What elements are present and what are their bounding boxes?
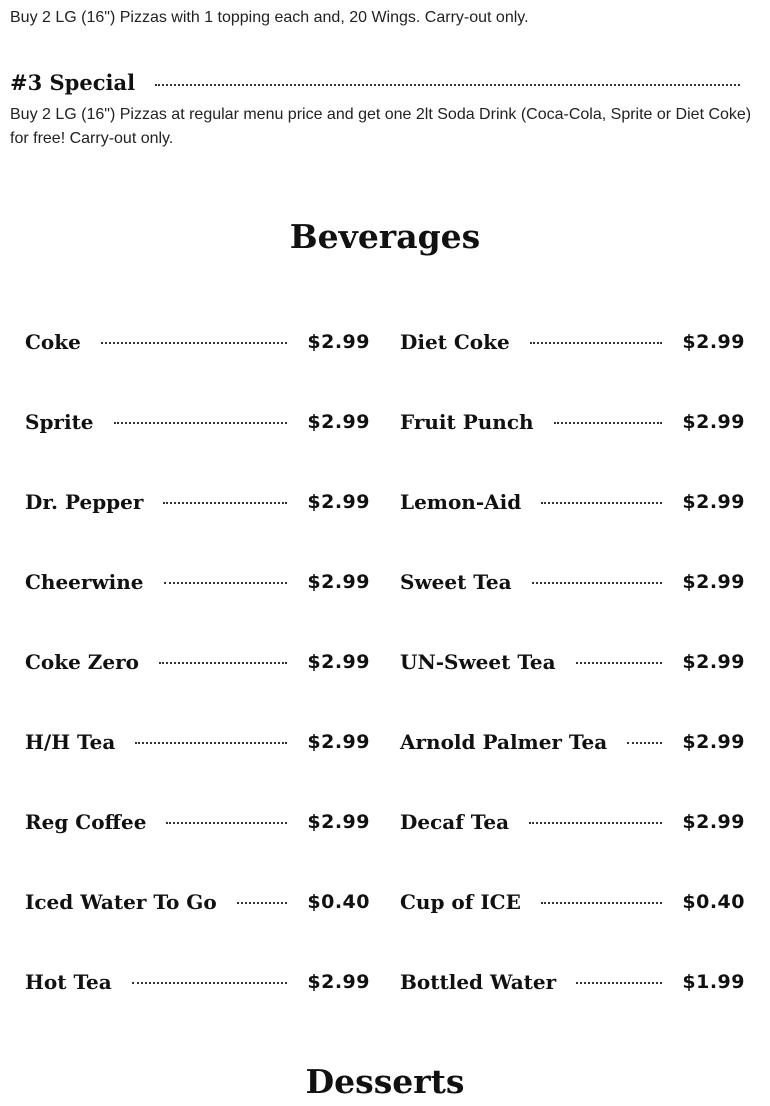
dotted-leader [541,502,662,504]
beverage-item [25,302,370,382]
dotted-leader [114,422,288,424]
beverage-name: Hot Tea [25,970,112,994]
special-3-heading [10,70,760,95]
beverage-price: $2.99 [307,971,370,993]
special-3-description: Buy 2 LG (16") Pizzas at regular menu price and get one 2lt Soda Drink (Coca-Cola, Sprite or Diet Coke) for free! Carry-out only. [10,106,752,147]
beverage-item [400,462,745,542]
beverage-price: $1.99 [682,971,745,993]
beverage-price: $2.99 [307,331,370,353]
beverage-price: $0.40 [682,891,745,913]
dotted-leader [529,822,662,824]
beverage-name: Coke [25,330,81,354]
beverage-price: $2.99 [682,491,745,513]
beverage-item [400,622,745,702]
dotted-leader [554,422,663,424]
dotted-leader [237,902,288,904]
beverage-name: Cup of ICE [400,890,521,914]
beverage-price: $0.40 [307,891,370,913]
beverage-price: $2.99 [307,571,370,593]
beverage-price: $2.99 [682,571,745,593]
beverage-price: $2.99 [307,411,370,433]
dotted-leader [576,662,663,664]
beverage-price: $2.99 [682,811,745,833]
beverage-item [25,942,370,1022]
beverage-name: Diet Coke [400,330,510,354]
beverage-name: Arnold Palmer Tea [400,730,608,754]
beverage-item [400,782,745,862]
beverage-name: Coke Zero [25,650,140,674]
beverage-price: $2.99 [682,411,745,433]
beverage-price: $2.99 [682,331,745,353]
beverage-item [25,382,370,462]
beverage-item [400,302,745,382]
beverages-title: Beverages [289,217,481,256]
dotted-leader [530,342,663,344]
dotted-leader [101,342,288,344]
beverage-name: Dr. Pepper [25,490,144,514]
dotted-leader [164,582,288,584]
beverage-item [25,462,370,542]
beverage-item [400,702,745,782]
beverage-item [400,942,745,1022]
beverage-name: UN-Sweet Tea [400,650,556,674]
beverage-item [400,542,745,622]
beverage-name: Reg Coffee [25,810,147,834]
beverage-name: Bottled Water [400,970,557,994]
beverages-list [0,302,770,1022]
beverage-name: Decaf Tea [400,810,510,834]
beverage-name: Cheerwine [25,570,144,594]
special-2-description: Buy 2 LG (16") Pizzas with 1 topping each and, 20 Wings. Carry-out only. [10,9,529,26]
beverage-item [25,622,370,702]
beverage-item [400,862,745,942]
dotted-leader [132,982,288,984]
beverage-name: Sprite [25,410,94,434]
beverage-price: $2.99 [307,491,370,513]
beverage-price: $2.99 [307,651,370,673]
beverage-name: Iced Water To Go [25,890,217,914]
special-3-title: #3 Special [10,70,136,95]
beverage-item [25,542,370,622]
dotted-leader [541,902,663,904]
beverage-price: $2.99 [307,731,370,753]
beverage-name: Sweet Tea [400,570,512,594]
beverage-price: $2.99 [682,731,745,753]
beverage-item [25,782,370,862]
beverage-name: H/H Tea [25,730,116,754]
beverage-item [25,862,370,942]
beverage-item [25,702,370,782]
dotted-leader [166,822,287,824]
dotted-leader [532,582,663,584]
dotted-leader [627,742,662,744]
beverage-name: Fruit Punch [400,410,534,434]
beverage-price: $2.99 [307,811,370,833]
dotted-leader [155,84,740,86]
beverage-item [400,382,745,462]
dotted-leader [159,662,287,664]
desserts-title: Desserts [305,1062,465,1101]
beverage-name: Lemon-Aid [400,490,522,514]
beverage-price: $2.99 [682,651,745,673]
dotted-leader [135,742,287,744]
dotted-leader [576,982,662,984]
specials-section [0,6,770,151]
dotted-leader [163,502,287,504]
